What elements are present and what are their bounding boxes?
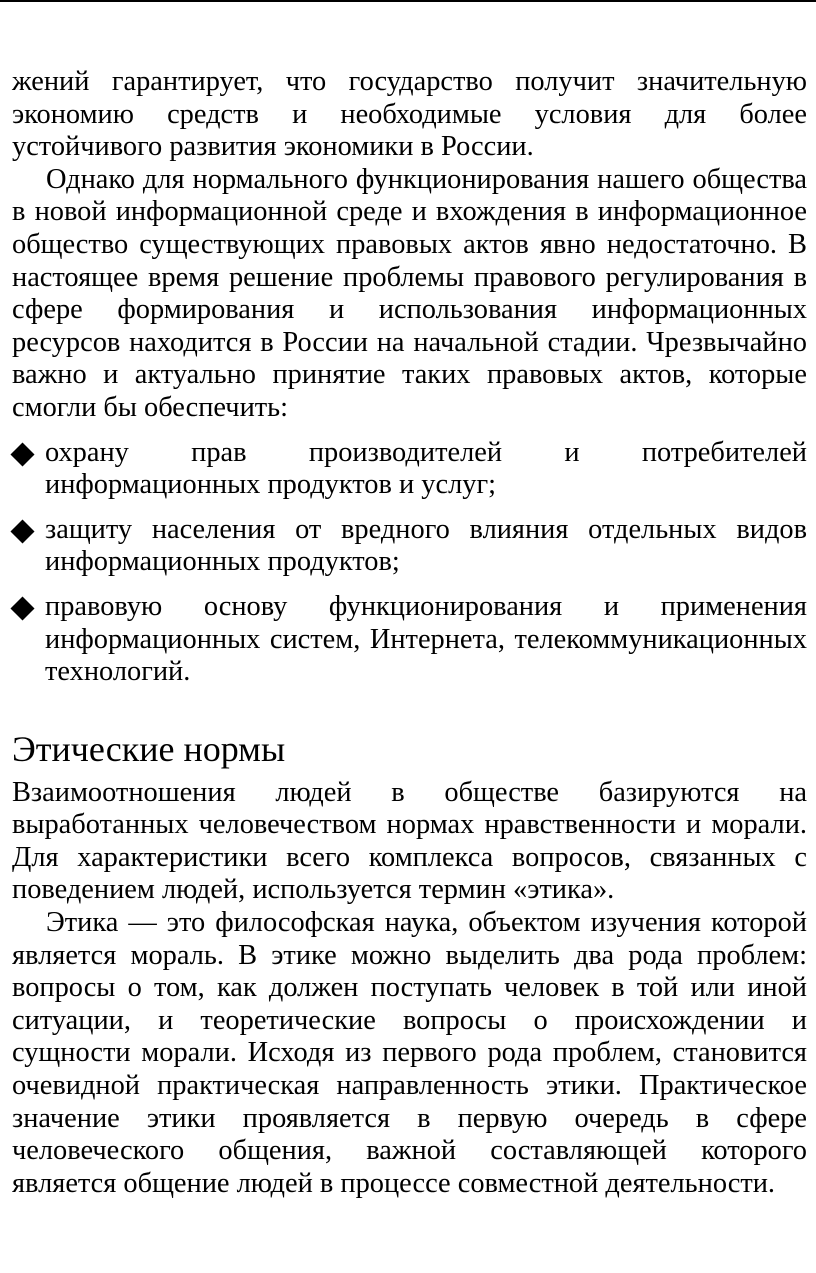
list-item	[12, 437, 807, 502]
ethics-definition-paragraph: Этика — это философская наука, объектом изучения которой является мораль. В этике можно выделить два рода проблем: вопросы о том, как должен поступать человек в той или иной ситуации, и теоретические вопросы о происхождении и сущности морали. Исходя из первого рода проблем, становится очевидной практическая направленность этики. Практическое значение этики проявляется в первую очередь в сфере человеческого общения, важной составляющей которого является общение людей в процессе совместной деятельности.	[12, 907, 807, 1199]
bullet-list	[12, 437, 807, 689]
list-item	[12, 514, 807, 579]
section-heading: Этические нормы	[12, 728, 286, 769]
legal-acts-paragraph: Однако для нормального функционирования нашего общества в новой информационной среде и вхождения в информационное общество существующих правовых актов явно недостаточно. В настоящее время решение проблемы правового регулирования в сфере формирования и использования информационных ресурсов находится в России на начальной стадии. Чрезвычайно важно и актуально принятие таких правовых актов, которые смогли бы обеспечить:	[12, 163, 807, 423]
intro-paragraph: жений гарантирует, что государство получит значительную экономию средств и необходимые условия для более устойчивого развития экономики в России.	[12, 66, 807, 163]
bullet-text: охрану прав производителей и потребителей информационных продуктов и услуг;	[45, 436, 807, 501]
ethics-intro-paragraph: Взаимоотношения людей в обществе базируются на выработанных человечеством нормах нравственности и морали. Для характеристики всего комплекса вопросов, связанных с поведением людей, используется термин «этика».	[12, 776, 807, 906]
diamond-bullet-icon	[10, 442, 34, 466]
top-border-line	[0, 0, 816, 2]
bullet-text: защиту населения от вредного влияния отдельных видов информационных продуктов;	[45, 513, 807, 578]
bullet-text: правовую основу функционирования и применения информационных систем, Интернета, телекоммуникационных технологий.	[45, 590, 807, 688]
list-item	[12, 591, 807, 689]
document-page	[12, 66, 807, 1200]
diamond-bullet-icon	[10, 596, 34, 620]
diamond-bullet-icon	[10, 519, 34, 543]
